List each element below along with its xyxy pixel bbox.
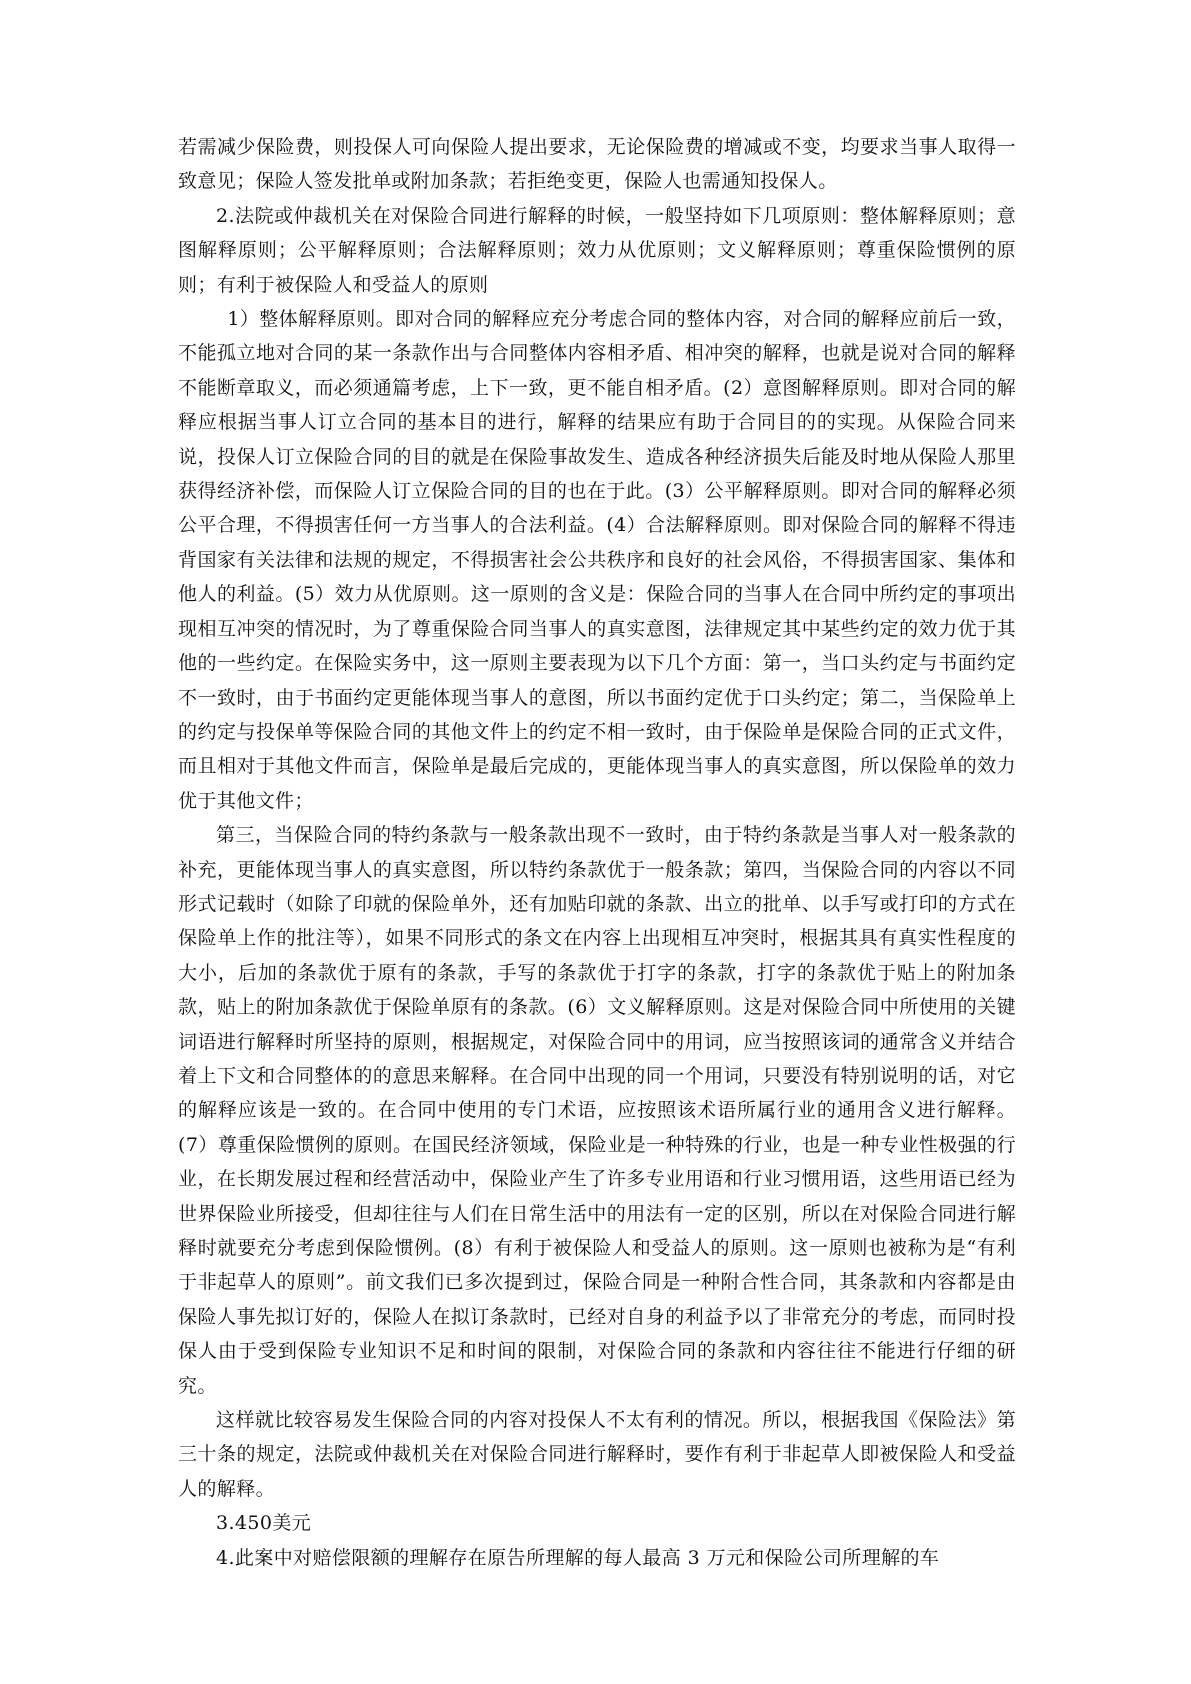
paragraph-principles-detail: 1）整体解释原则。即对合同的解释应充分考虑合同的整体内容，对合同的解释应前后一致，不能孤立地对合同的某一条款作出与合同整体内容相矛盾、相冲突的解释，也就是说对合同的解释不能断章取义，而必须通篇考虑，上下一致，更不能自相矛盾。(2）意图解释原则。即对合同的解释应根据当事人订立合同的基本目的进行，解释的结果应有助于合同目的的实现。从保险合同来说，投保人订立保险合同的目的就是在保险事故发生、造成各种经济损失后能及时地从保险人那里获得经济补偿，而保险人订立保险合同的目的也在于此。(3）公平解释原则。即对合同的解释必须公平合理，不得损害任何一方当事人的合法利益。(4）合法解释原则。即对保险合同的解释不得违背国家有关法律和法规的规定，不得损害社会公共秩序和良好的社会风俗，不得损害国家、集体和他人的利益。(5）效力从优原则。这一原则的含义是：保险合同的当事人在合同中所约定的事项出现相互冲突的情况时，为了尊重保险合同当事人的真实意图，法律规定其中某些约定的效力优于其他的一些约定。在保险实务中，这一原则主要表现为以下几个方面：第一，当口头约定与书面约定不一致时，由于书面约定更能体现当事人的意图，所以书面约定优于口头约定；第二，当保险单上的约定与投保单等保险合同的其他文件上的约定不相一致时，由于保险单是保险合同的正式文件，而且相对于其他文件而言，保险单是最后完成的，更能体现当事人的真实意图，所以保险单的效力优于其他文件； [178,308,1016,812]
paragraph-continuation: 若需减少保险费，则投保人可向保险人提出要求，无论保险费的增减或不变，均要求当事人取得一致意见；保险人签发批单或附加条款；若拒绝变更，保险人也需通知投保人。 [178,136,1016,193]
document-page [178,130,1016,1575]
paragraph-principles-continued: 第三，当保险合同的特约条款与一般条款出现不一致时，由于特约条款是当事人对一般条款的补充，更能体现当事人的真实意图，所以特约条款优于一般条款；第四，当保险合同的内容以不同形式记载时（如除了印就的保险单外，还有加贴印就的条款、出立的批单、以手写或打印的方式在保险单上作的批注等），如果不同形式的条文在内容上出现相互冲突时，根据其具有真实性程度的大小，后加的条款优于原有的条款，手写的条款优于打字的条款，打字的条款优于贴上的附加条款，贴上的附加条款优于保险单原有的条款。(6）文义解释原则。这是对保险合同中所使用的关键词语进行解释时所坚持的原则，根据规定，对保险合同中的用词，应当按照该词的通常含义并结合着上下文和合同整体的的意思来解释。在合同中出现的同一个用词，只要没有特别说明的话，对它的解释应该是一致的。在合同中使用的专门术语，应按照该术语所属行业的通用含义进行解释。(7）尊重保险惯例的原则。在国民经济领域，保险业是一种特殊的行业，也是一种专业性极强的行业，在长期发展过程和经营活动中，保险业产生了许多专业用语和行业习惯用语，这些用语已经为世界保险业所接受，但却往往与人们在日常生活中的用法有一定的区别，所以在对保险合同进行解释时就要充分考虑到保险惯例。(8）有利于被保险人和受益人的原则。这一原则也被称为是“有利于非起草人的原则”。前文我们已多次提到过，保险合同是一种附合性合同，其条款和内容都是由保险人事先拟订好的，保险人在拟订条款时，已经对自身的利益予以了非常充分的考虑，而同时投保人由于受到保险专业知识不足和时间的限制，对保险合同的条款和内容往往不能进行仔细的研究。 [178,824,1016,1397]
paragraph-answer-3: 3.450美元 [216,1512,312,1535]
paragraph-answer-2: 2.法院或仲裁机关在对保险合同进行解释的时候，一般坚持如下几项原则：整体解释原则；意图解释原则；公平解释原则；合法解释原则；效力从优原则；文义解释原则；尊重保险惯例的原则；有利于被保险人和受益人的原则 [178,204,1016,296]
paragraph-answer-4: 4.此案中对赔偿限额的理解存在原告所理解的每人最高 3 万元和保险公司所理解的车 [216,1546,940,1569]
paragraph-conclusion: 这样就比较容易发生保险合同的内容对投保人不太有利的情况。所以，根据我国《保险法》第三十条的规定，法院或仲裁机关在对保险合同进行解释时，要作有利于非起草人即被保险人和受益人的解释。 [178,1409,1016,1500]
